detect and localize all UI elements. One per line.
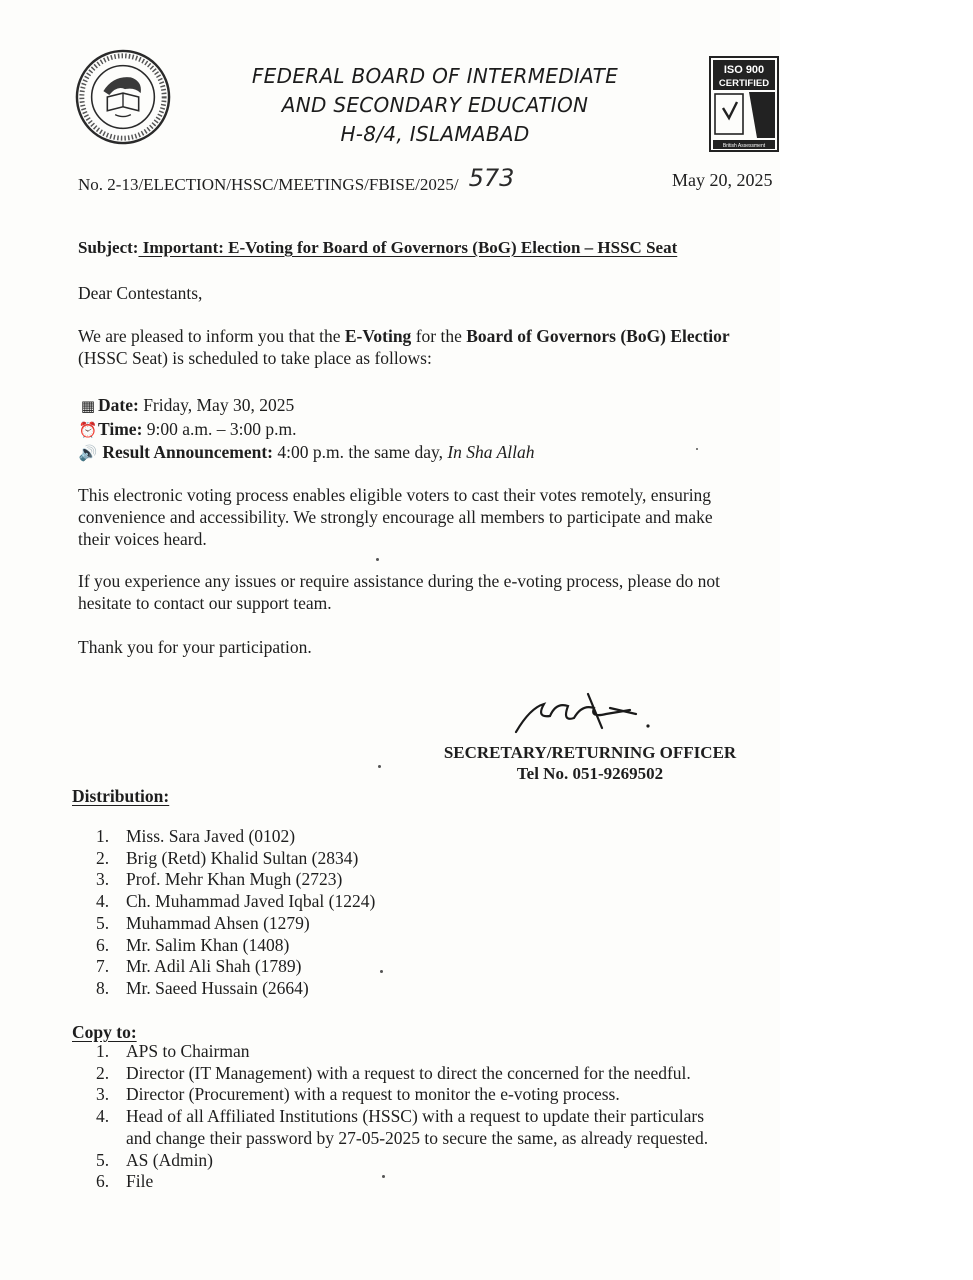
- result-label: Result Announcement:: [98, 442, 274, 462]
- handwritten-reference: 573: [468, 164, 515, 192]
- item-text: APS to Chairman: [126, 1041, 250, 1061]
- support-line-1: If you experience any issues or require assistance during the e-voting process, please do not: [78, 571, 720, 591]
- list-item: [96, 956, 375, 978]
- item-number: 2.: [96, 1062, 110, 1083]
- subject-text: Important: E-Voting for Board of Governors (BoG) Election – HSSC Seat: [138, 238, 678, 257]
- fbise-seal-icon: [74, 48, 172, 146]
- list-item: [96, 1041, 708, 1063]
- copy-to-list: [96, 1041, 708, 1193]
- item-number: 3.: [96, 1084, 110, 1105]
- item-text: Head of all Affiliated Institutions (HSSC) with a request to update their particulars: [126, 1106, 705, 1127]
- institution-heading: [200, 62, 670, 149]
- item-number: 8.: [96, 977, 110, 998]
- subject-label: Subject:: [78, 238, 139, 257]
- item-number: 1.: [96, 1041, 110, 1061]
- item-number: 3.: [96, 869, 110, 890]
- item-number: [96, 1128, 126, 1150]
- closing-line: Thank you for your participation.: [78, 637, 312, 657]
- schedule-time: [78, 418, 535, 442]
- scan-speck: [378, 765, 381, 768]
- letter-date: May 20, 2025: [672, 170, 773, 190]
- list-item: [96, 1128, 708, 1150]
- item-text: Muhammad Ahsen (1279): [126, 912, 310, 933]
- signatory-block: [444, 742, 744, 784]
- signatory-tel: Tel No. 051-9269502: [516, 764, 664, 783]
- list-item: [96, 935, 375, 957]
- time-label: Time:: [98, 418, 143, 439]
- clock-icon: ⏰: [78, 420, 98, 439]
- list-item: [96, 1063, 708, 1085]
- item-text: Miss. Sara Javed (0102): [126, 826, 296, 846]
- item-text: Mr. Adil Ali Shah (1789): [126, 956, 302, 977]
- reference-number: [78, 164, 515, 196]
- result-italic: In Sha Allah: [447, 442, 535, 462]
- svg-text:ISO 900: ISO 900: [723, 64, 765, 76]
- process-line-2: convenience and accessibility. We strongly encourage all members to participate and make: [78, 507, 713, 527]
- process-line-1: This electronic voting process enables eligible voters to cast their votes remotely, ensuring: [78, 485, 712, 505]
- date-value: Friday, May 30, 2025: [138, 395, 295, 415]
- item-number: 4.: [96, 1106, 110, 1127]
- intro-text-c: for the: [411, 326, 467, 346]
- scan-margin: [780, 0, 973, 1280]
- item-text: Ch. Muhammad Javed Iqbal (1224): [126, 891, 376, 912]
- list-item: [96, 1150, 708, 1172]
- item-text: and change their password by 27-05-2025 to secure the same, as already requested.: [126, 1127, 709, 1148]
- reference-text: No. 2-13/ELECTION/HSSC/MEETINGS/FBISE/2025/: [78, 175, 459, 194]
- item-text: Mr. Saeed Hussain (2664): [126, 977, 309, 998]
- scan-speck: [376, 558, 379, 561]
- item-number: 4.: [96, 891, 110, 912]
- list-item: [96, 848, 375, 870]
- list-item: [96, 891, 375, 913]
- list-item: [96, 913, 375, 935]
- copy-to-heading: Copy to:: [72, 1022, 137, 1042]
- result-value: 4:00 p.m. the same day,: [273, 442, 448, 462]
- process-paragraph: [78, 484, 713, 550]
- intro-line-2: (HSSC Seat) is scheduled to take place as follows:: [78, 348, 432, 368]
- list-item: [96, 1106, 708, 1128]
- item-text: Director (IT Management) with a request to direct the concerned for the needful.: [126, 1062, 691, 1083]
- speaker-icon: 🔊: [78, 444, 98, 462]
- item-number: 5.: [96, 912, 110, 933]
- schedule-result: [78, 441, 535, 465]
- item-number: 6.: [96, 934, 110, 955]
- svg-text:British Assessment: British Assessment: [722, 143, 766, 149]
- item-number: 6.: [96, 1171, 110, 1192]
- process-line-3: their voices heard.: [78, 529, 207, 549]
- intro-bog: Board of Governors (BoG) Electior: [466, 326, 730, 346]
- item-number: 7.: [96, 956, 110, 977]
- intro-paragraph: [78, 325, 730, 369]
- list-item: [96, 869, 375, 891]
- item-text: File: [126, 1171, 154, 1192]
- intro-evoting: E-Voting: [344, 326, 412, 346]
- intro-text-a: We are pleased to inform you that the: [78, 326, 345, 346]
- scan-speck: [380, 970, 383, 973]
- item-number: 2.: [96, 847, 110, 868]
- signatory-title: SECRETARY/RETURNING OFFICER: [443, 743, 737, 762]
- time-value: 9:00 a.m. – 3:00 p.m.: [142, 418, 297, 439]
- item-text: AS (Admin): [126, 1149, 214, 1170]
- heading-line-2: AND SECONDARY EDUCATION: [281, 93, 589, 117]
- schedule-date: [78, 394, 535, 418]
- item-text: Brig (Retd) Khalid Sultan (2834): [126, 847, 359, 868]
- greeting: Dear Contestants,: [78, 283, 203, 303]
- date-label: Date:: [98, 395, 139, 415]
- list-item: [96, 978, 375, 1000]
- item-text: Director (Procurement) with a request to monitor the e-voting process.: [126, 1084, 620, 1105]
- item-text: Prof. Mehr Khan Mugh (2723): [126, 869, 343, 890]
- scan-speck: [382, 1175, 385, 1178]
- subject-line: [78, 238, 677, 258]
- item-number: 1.: [96, 826, 110, 846]
- svg-text:CERTIFIED: CERTIFIED: [718, 78, 770, 89]
- heading-line-1: FEDERAL BOARD OF INTERMEDIATE: [251, 64, 619, 88]
- handwritten-signature: [510, 688, 660, 740]
- list-item: [96, 826, 375, 848]
- list-item: [96, 1171, 708, 1193]
- heading-line-3: H-8/4, ISLAMABAD: [340, 122, 530, 146]
- iso-certified-badge-icon: [709, 56, 779, 152]
- scan-speck: [696, 448, 698, 450]
- schedule-block: [78, 394, 535, 465]
- calendar-icon: ▦: [80, 397, 96, 415]
- support-line-2: hesitate to contact our support team.: [78, 593, 332, 613]
- distribution-list: [96, 826, 375, 1000]
- distribution-heading: Distribution:: [72, 786, 170, 806]
- support-paragraph: [78, 570, 720, 614]
- item-text: Mr. Salim Khan (1408): [126, 934, 290, 955]
- item-number: 5.: [96, 1149, 110, 1170]
- list-item: [96, 1084, 708, 1106]
